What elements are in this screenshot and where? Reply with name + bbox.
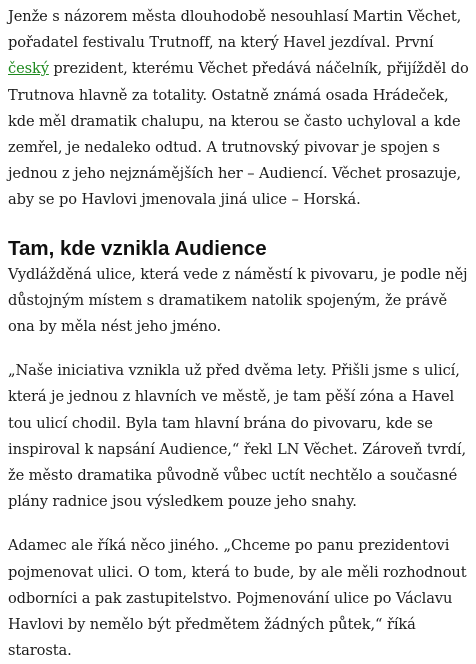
paragraph-1-text-before-link: Jenže s názorem města dlouhodobě nesouhlasí Martin Věchet, pořadatel festivalu Trutnoff, na který Havel jezdíval. První	[8, 8, 462, 52]
article-paragraph-2: Vydlážděná ulice, která vede z náměstí k pivovaru, je podle něj důstojným místem s dramatikem natolik spojeným, že právě ona by měla nést jeho jméno.	[8, 265, 468, 336]
link-cesky[interactable]: český	[8, 60, 49, 78]
article-paragraph-3: „Naše iniciativa vznikla už před dvěma lety. Přišli jsme s ulicí, která je jednou z hlavních ve městě, je tam pěší zóna a Havel tou ulicí chodil. Byla tam hlavní brána do pivovaru, kde se inspiroval k napsání Audience,“ řekl LN Věchet. Zároveň tvrdí, že město dramatika původně vůbec uctít nechtělo a současné plány radnice jsou výsledkem pouze jeho snahy.	[8, 362, 467, 511]
article-paragraph-1	[8, 4, 469, 214]
section-heading: Tam, kde vznikla Audience	[8, 236, 267, 260]
paragraph-1-text-after-link: prezident, kterému Věchet předává náčelník, přijížděl do Trutnova hlavně za totality. Ostatně známá osada Hrádeček, kde měl dramatik chalupu, na kterou se často uchyloval a kde zemřel, je nedaleko odtud. A trutnovský pivovar je spojen s jednou z jeho nejznámějších her – Audiencí. Věchet prosazuje, aby se po Havlovi jmenovala jiná ulice – Horská.	[8, 60, 469, 209]
article-paragraph-4: Adamec ale říká něco jiného. „Chceme po panu prezidentovi pojmenovat ulici. O tom, která to bude, by ale měli rozhodnout odborníci a pak zastupitelstvo. Pojmenování ulice po Václavu Havlovi by nemělo být předmětem žádných půtek,“ říká starosta.	[8, 537, 467, 660]
